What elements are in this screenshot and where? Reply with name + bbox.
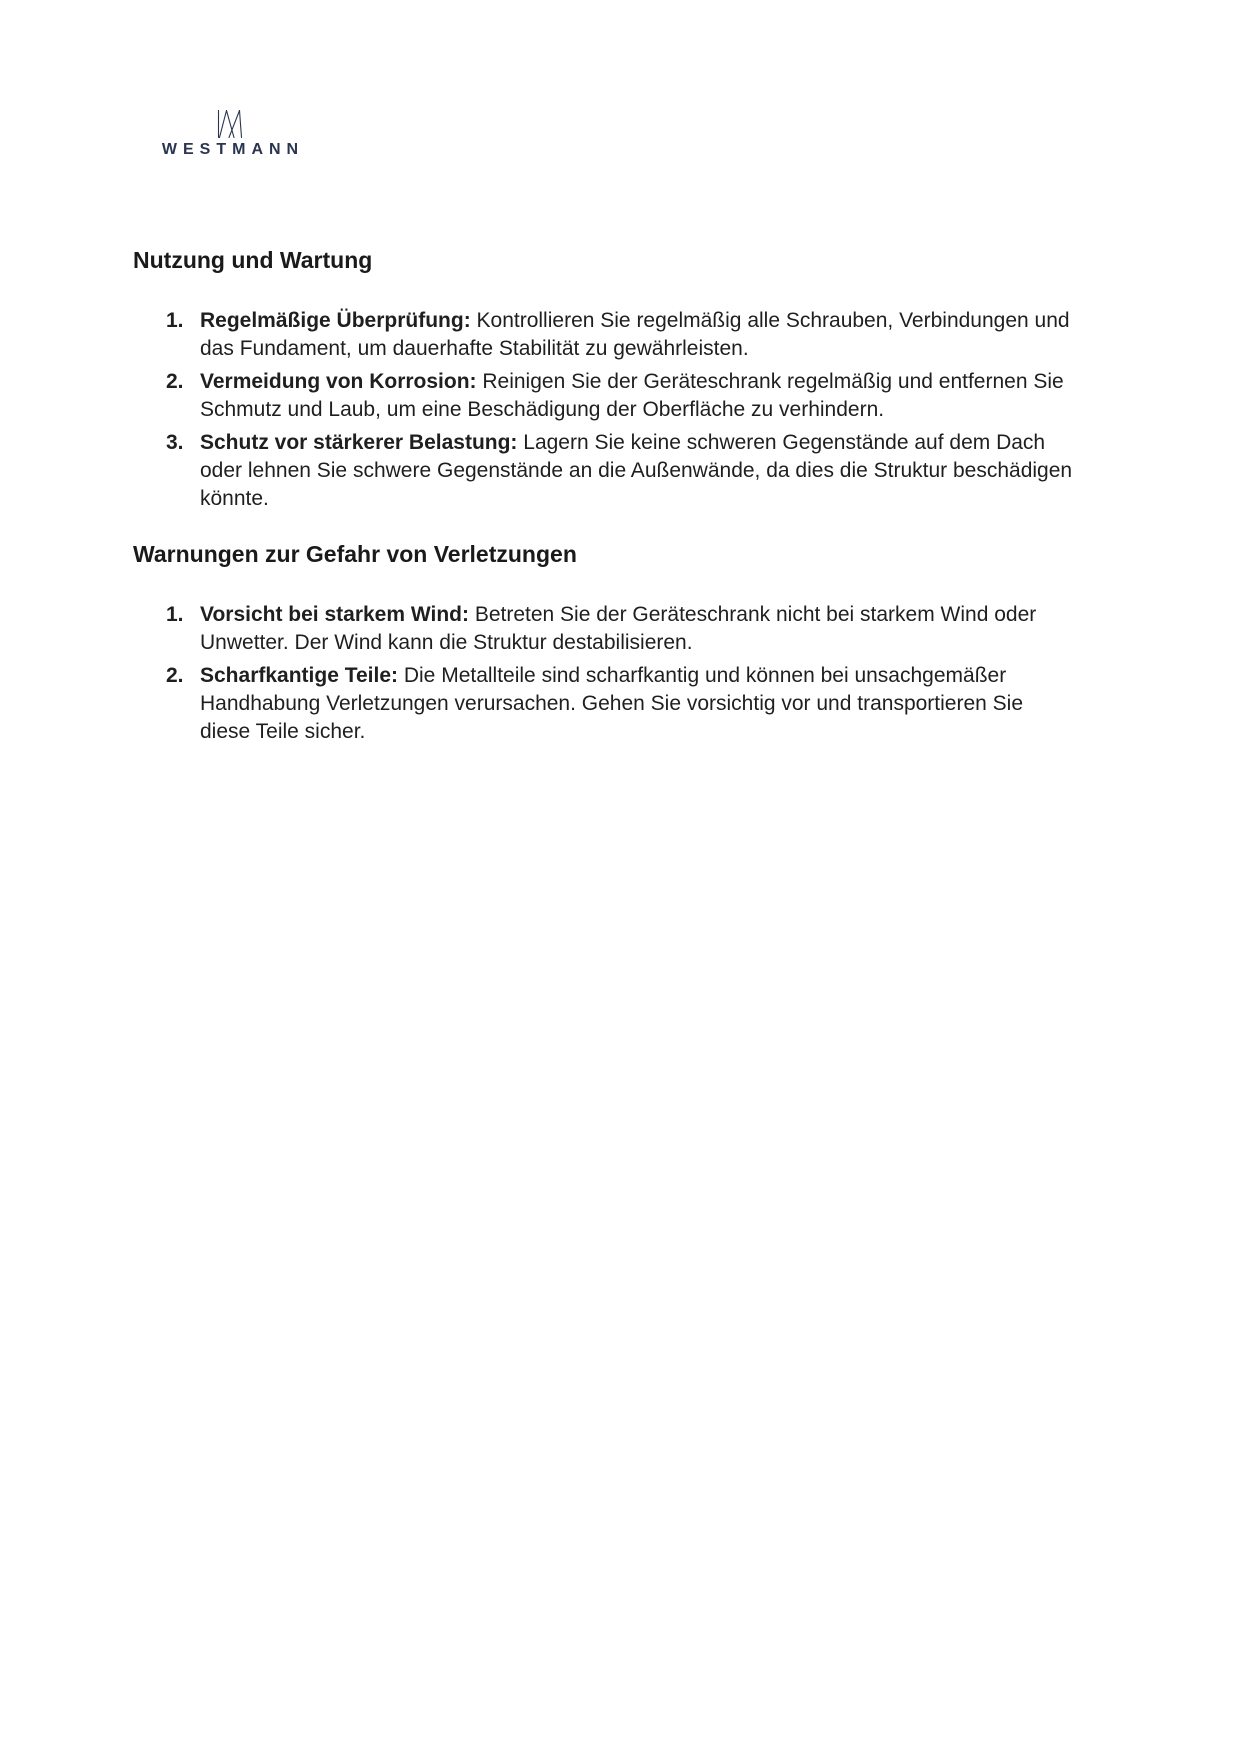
item-number: 3. [166,431,184,454]
item-number: 2. [166,370,184,393]
numbered-list [133,601,1085,746]
item-body: Betreten Sie der Geräteschrank nicht bei starkem Wind oder Unwetter. Der Wind kann die Struktur destabilisieren. [200,603,1037,654]
list-item [166,307,1085,363]
item-text [200,429,1076,513]
item-text [200,662,1076,746]
document-content [133,246,1085,773]
item-lead-bold: Vorsicht bei starkem Wind: [200,603,469,626]
westmann-monogram-icon [217,110,243,138]
item-number: 2. [166,664,184,687]
item-body: Reinigen Sie der Geräteschrank regelmäßig und entfernen Sie Schmutz und Laub, um eine Beschädigung der Oberfläche zu verhindern. [200,370,1064,421]
item-lead-bold: Vermeidung von Korrosion: [200,370,477,393]
item-body: Die Metallteile sind scharfkantig und können bei unsachgemäßer Handhabung Verletzungen verursachen. Gehen Sie vorsichtig vor und transportieren Sie diese Teile sicher. [200,664,1024,743]
section-heading: Warnungen zur Gefahr von Verletzungen [133,541,577,567]
item-text [200,368,1076,424]
document-section [133,246,1085,513]
item-body: Kontrollieren Sie regelmäßig alle Schrauben, Verbindungen und das Fundament, um dauerhafte Stabilität zu gewährleisten. [200,309,1070,360]
item-lead-bold: Regelmäßige Überprüfung: [200,309,471,332]
item-text [200,601,1076,657]
list-item [166,601,1085,657]
item-lead-bold: Schutz vor stärkerer Belastung: [200,431,518,454]
list-item [166,429,1085,513]
item-body: Lagern Sie keine schweren Gegenstände auf dem Dach oder lehnen Sie schwere Gegenstände an die Außenwände, da dies die Struktur beschädigen könnte. [200,431,1073,510]
brand-logo [150,110,310,159]
numbered-list [133,307,1085,513]
section-heading: Nutzung und Wartung [133,247,373,273]
item-lead-bold: Scharfkantige Teile: [200,664,399,687]
brand-wordmark: WESTMANN [161,141,305,158]
list-item [166,662,1085,746]
item-number: 1. [166,309,184,332]
list-item [166,368,1085,424]
item-text [200,307,1076,363]
item-number: 1. [166,603,184,626]
document-section [133,540,1085,746]
